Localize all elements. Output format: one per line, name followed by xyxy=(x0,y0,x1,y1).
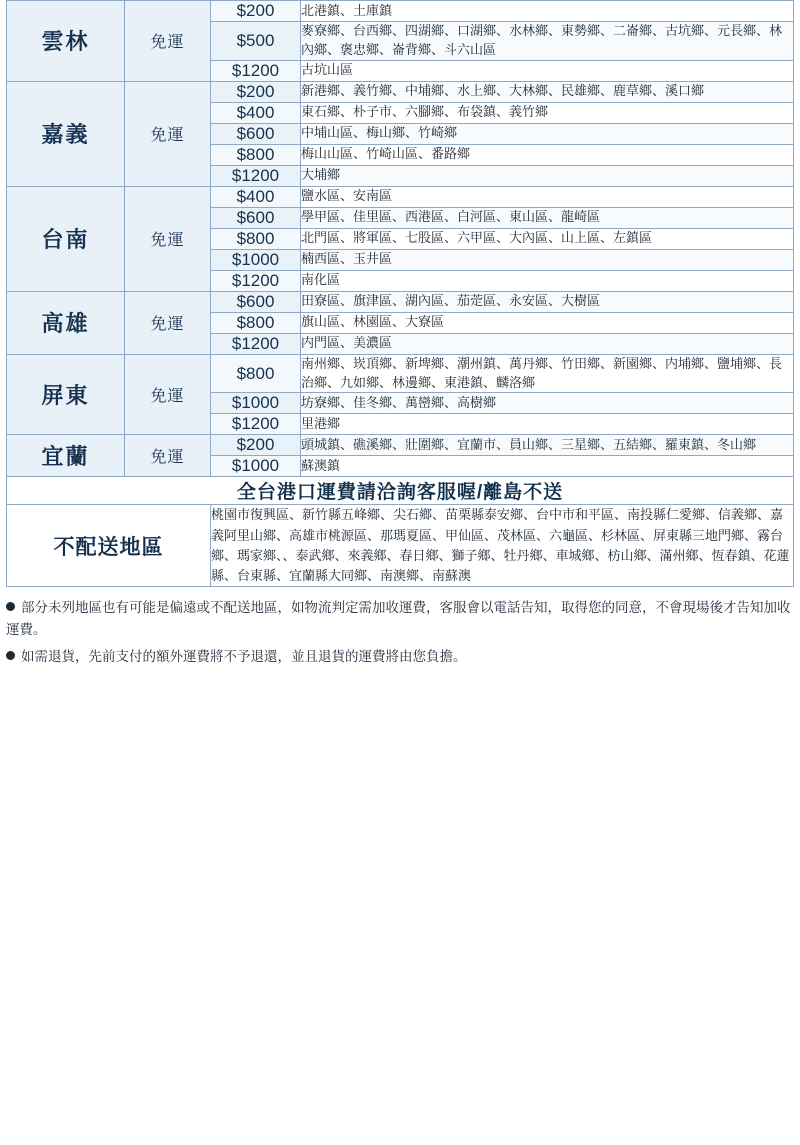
shipping-status: 免運 xyxy=(125,435,211,477)
table-row xyxy=(7,505,794,587)
area-list: 蘇澳鎮 xyxy=(301,456,794,477)
fee-amount: $800 xyxy=(211,312,301,333)
table-row xyxy=(7,354,794,393)
shipping-status: 免運 xyxy=(125,291,211,354)
footnote-item xyxy=(6,646,794,668)
no-delivery-area-list: 桃園市復興區、新竹縣五峰鄉、尖石鄉、苗栗縣泰安鄉、台中市和平區、南投縣仁愛鄉、信義鄉、嘉義阿里山鄉、高雄市桃源區、那瑪夏區、甲仙區、茂林區、六龜區、杉林區、屏東縣三地門鄉、霧台鄉、瑪家鄉、、泰武鄉、來義鄉、春日鄉、獅子鄉、牡丹鄉、車城鄉、枋山鄉、滿州鄉、恆春鎮、花蓮縣、台東縣、宜蘭縣大同鄉、南澳鄉、南蘇澳 xyxy=(211,505,794,587)
table-row xyxy=(7,291,794,312)
fee-amount: $400 xyxy=(211,102,301,123)
fee-amount: $400 xyxy=(211,186,301,207)
area-list: 麥寮鄉、台西鄉、四湖鄉、口湖鄉、水林鄉、東勢鄉、二崙鄉、古坑鄉、元長鄉、林內鄉、褒忠鄉、崙背鄉、斗六山區 xyxy=(301,22,794,61)
table-row xyxy=(7,435,794,456)
area-list: 北門區、將軍區、七股區、六甲區、大內區、山上區、左鎮區 xyxy=(301,228,794,249)
area-list: 坊寮鄉、佳冬鄉、萬巒鄉、高樹鄉 xyxy=(301,393,794,414)
area-list: 鹽水區、安南區 xyxy=(301,186,794,207)
table-row xyxy=(7,1,794,22)
fee-amount: $500 xyxy=(211,22,301,61)
area-list: 楠西區、玉井區 xyxy=(301,249,794,270)
area-list: 大埔鄉 xyxy=(301,165,794,186)
region-name: 嘉義 xyxy=(7,81,125,186)
footnote-item xyxy=(6,597,794,640)
region-name: 雲林 xyxy=(7,1,125,82)
fee-amount: $1200 xyxy=(211,270,301,291)
fee-amount: $1000 xyxy=(211,456,301,477)
fee-amount: $800 xyxy=(211,228,301,249)
region-name: 台南 xyxy=(7,186,125,291)
fee-amount: $1200 xyxy=(211,60,301,81)
area-list: 南州鄉、崁頂鄉、新埤鄉、潮州鎮、萬丹鄉、竹田鄉、新園鄉、内埔鄉、鹽埔鄉、長治鄉、九如鄉、林邊鄉、東港鎮、麟洛鄉 xyxy=(301,354,794,393)
fee-amount: $1200 xyxy=(211,333,301,354)
port-fee-note: 全台港口運費請洽詢客服喔/離島不送 xyxy=(7,477,794,505)
fee-amount: $800 xyxy=(211,144,301,165)
area-list: 里港鄉 xyxy=(301,414,794,435)
area-list: 頭城鎮、礁溪鄉、壯圍鄉、宜蘭市、員山鄉、三星鄉、五結鄉、羅東鎮、冬山鄉 xyxy=(301,435,794,456)
area-list: 田寮區、旗津區、湖內區、茄萣區、永安區、大樹區 xyxy=(301,291,794,312)
no-delivery-label: 不配送地區 xyxy=(7,505,211,587)
shipping-status: 免運 xyxy=(125,186,211,291)
fee-amount: $600 xyxy=(211,207,301,228)
fee-amount: $600 xyxy=(211,123,301,144)
table-row xyxy=(7,477,794,505)
fee-amount: $1000 xyxy=(211,393,301,414)
area-list: 學甲區、佳里區、西港區、白河區、東山區、龍崎區 xyxy=(301,207,794,228)
table-row xyxy=(7,186,794,207)
footnote-text: 如需退貨，先前支付的額外運費將不予退還，並且退貨的運費將由您負擔。 xyxy=(21,649,467,665)
area-list: 北港鎮、土庫鎮 xyxy=(301,1,794,22)
area-list: 旗山區、林園區、大寮區 xyxy=(301,312,794,333)
fee-amount: $800 xyxy=(211,354,301,393)
fee-amount: $600 xyxy=(211,291,301,312)
area-list: 内門區、美濃區 xyxy=(301,333,794,354)
region-name: 屏東 xyxy=(7,354,125,435)
table-row xyxy=(7,81,794,102)
region-name: 宜蘭 xyxy=(7,435,125,477)
bullet-icon xyxy=(6,651,15,660)
shipping-status: 免運 xyxy=(125,81,211,186)
bullet-icon xyxy=(6,602,15,611)
area-list: 新港鄉、義竹鄉、中埔鄉、水上鄉、大林鄉、民雄鄉、鹿草鄉、溪口鄉 xyxy=(301,81,794,102)
fee-amount: $200 xyxy=(211,81,301,102)
shipping-status: 免運 xyxy=(125,1,211,82)
footnote-text: 部分未列地區也有可能是偏遠或不配送地區，如物流判定需加收運費，客服會以電話告知，取得您的同意，不會現場後才告知加收運費。 xyxy=(6,599,791,637)
fee-amount: $200 xyxy=(211,435,301,456)
area-list: 南化區 xyxy=(301,270,794,291)
area-list: 東石鄉、朴子市、六腳鄉、布袋鎮、義竹鄉 xyxy=(301,102,794,123)
region-name: 高雄 xyxy=(7,291,125,354)
area-list: 古坑山區 xyxy=(301,60,794,81)
fee-amount: $200 xyxy=(211,1,301,22)
fee-amount: $1200 xyxy=(211,414,301,435)
footnotes xyxy=(6,597,794,668)
area-list: 中埔山區、梅山鄉、竹崎鄉 xyxy=(301,123,794,144)
fee-amount: $1200 xyxy=(211,165,301,186)
area-list: 梅山山區、竹崎山區、番路鄉 xyxy=(301,144,794,165)
shipping-status: 免運 xyxy=(125,354,211,435)
fee-amount: $1000 xyxy=(211,249,301,270)
shipping-fee-table xyxy=(6,0,794,587)
